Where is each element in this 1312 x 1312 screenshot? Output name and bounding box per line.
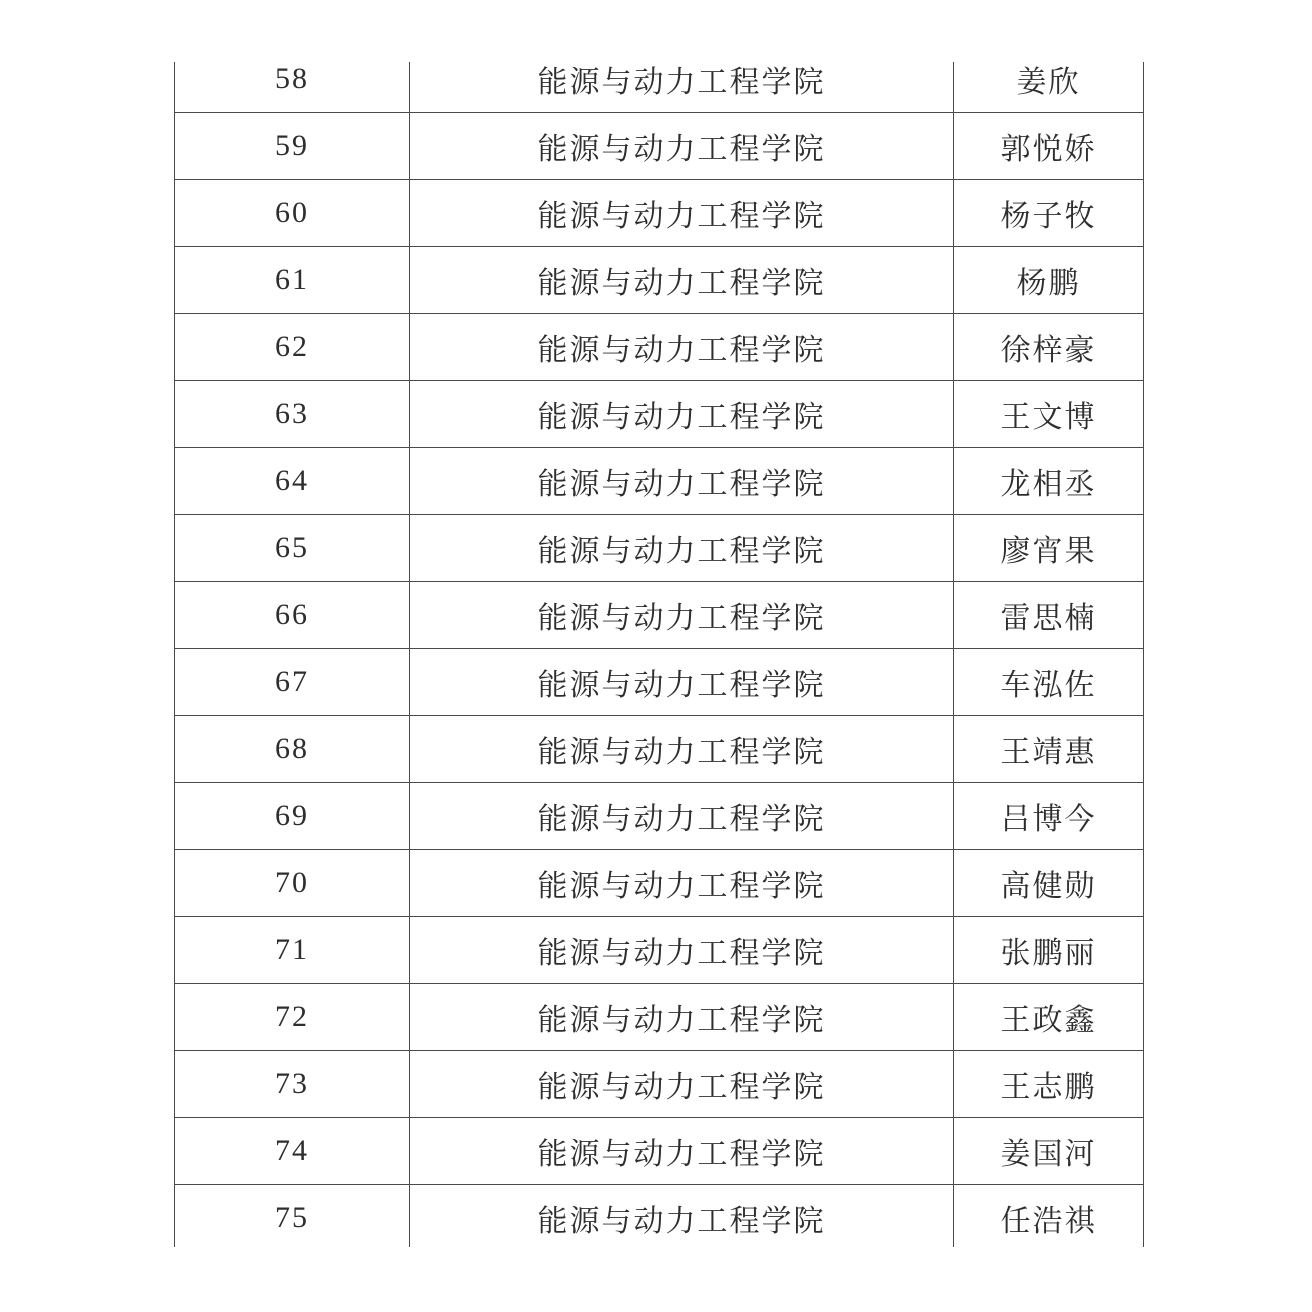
table-row <box>175 62 1144 113</box>
cell-number: 72 <box>175 984 410 1051</box>
cell-name: 高健勋 <box>954 850 1144 917</box>
cell-name: 张鹏丽 <box>954 917 1144 984</box>
cell-college: 能源与动力工程学院 <box>410 783 954 850</box>
table-row <box>175 1051 1144 1118</box>
cell-college: 能源与动力工程学院 <box>410 113 954 180</box>
cell-number: 66 <box>175 582 410 649</box>
cell-number: 60 <box>175 180 410 247</box>
cell-name: 任浩祺 <box>954 1185 1144 1248</box>
cell-college: 能源与动力工程学院 <box>410 1051 954 1118</box>
cell-college: 能源与动力工程学院 <box>410 649 954 716</box>
table-row <box>175 984 1144 1051</box>
cell-number: 64 <box>175 448 410 515</box>
cell-number: 68 <box>175 716 410 783</box>
roster-table <box>174 62 1144 1247</box>
cell-college: 能源与动力工程学院 <box>410 716 954 783</box>
roster-table-body <box>175 62 1144 1247</box>
table-row <box>175 314 1144 381</box>
cell-number: 58 <box>175 62 410 113</box>
table-row <box>175 113 1144 180</box>
table-row <box>175 716 1144 783</box>
cell-name: 杨鹏 <box>954 247 1144 314</box>
table-row <box>175 180 1144 247</box>
cell-name: 王文博 <box>954 381 1144 448</box>
cell-name: 王政鑫 <box>954 984 1144 1051</box>
cell-name: 郭悦娇 <box>954 113 1144 180</box>
table-row <box>175 649 1144 716</box>
table-row <box>175 448 1144 515</box>
cell-college: 能源与动力工程学院 <box>410 1185 954 1248</box>
table-row <box>175 247 1144 314</box>
cell-number: 61 <box>175 247 410 314</box>
cell-name: 龙相丞 <box>954 448 1144 515</box>
cell-college: 能源与动力工程学院 <box>410 515 954 582</box>
cell-name: 王靖惠 <box>954 716 1144 783</box>
cell-name: 廖宵果 <box>954 515 1144 582</box>
table-row <box>175 381 1144 448</box>
table-viewport <box>174 62 1146 1247</box>
cell-number: 69 <box>175 783 410 850</box>
table-row <box>175 850 1144 917</box>
cell-college: 能源与动力工程学院 <box>410 314 954 381</box>
cell-college: 能源与动力工程学院 <box>410 247 954 314</box>
cell-number: 73 <box>175 1051 410 1118</box>
cell-name: 吕博今 <box>954 783 1144 850</box>
cell-number: 74 <box>175 1118 410 1185</box>
cell-number: 62 <box>175 314 410 381</box>
cell-name: 车泓佐 <box>954 649 1144 716</box>
cell-name: 杨子牧 <box>954 180 1144 247</box>
cell-number: 65 <box>175 515 410 582</box>
cell-college: 能源与动力工程学院 <box>410 850 954 917</box>
cell-college: 能源与动力工程学院 <box>410 917 954 984</box>
cell-number: 59 <box>175 113 410 180</box>
table-row <box>175 515 1144 582</box>
cell-name: 徐梓豪 <box>954 314 1144 381</box>
table-row <box>175 1185 1144 1248</box>
cell-name: 雷思楠 <box>954 582 1144 649</box>
cell-college: 能源与动力工程学院 <box>410 62 954 113</box>
table-row <box>175 917 1144 984</box>
cell-number: 63 <box>175 381 410 448</box>
table-row <box>175 1118 1144 1185</box>
table-row <box>175 783 1144 850</box>
cell-number: 70 <box>175 850 410 917</box>
cell-number: 75 <box>175 1185 410 1248</box>
cell-college: 能源与动力工程学院 <box>410 984 954 1051</box>
cell-college: 能源与动力工程学院 <box>410 1118 954 1185</box>
cell-number: 67 <box>175 649 410 716</box>
cell-college: 能源与动力工程学院 <box>410 381 954 448</box>
cell-name: 王志鹏 <box>954 1051 1144 1118</box>
cell-college: 能源与动力工程学院 <box>410 582 954 649</box>
cell-name: 姜国河 <box>954 1118 1144 1185</box>
cell-college: 能源与动力工程学院 <box>410 180 954 247</box>
cell-number: 71 <box>175 917 410 984</box>
table-row <box>175 582 1144 649</box>
cell-college: 能源与动力工程学院 <box>410 448 954 515</box>
cell-name: 姜欣 <box>954 62 1144 113</box>
